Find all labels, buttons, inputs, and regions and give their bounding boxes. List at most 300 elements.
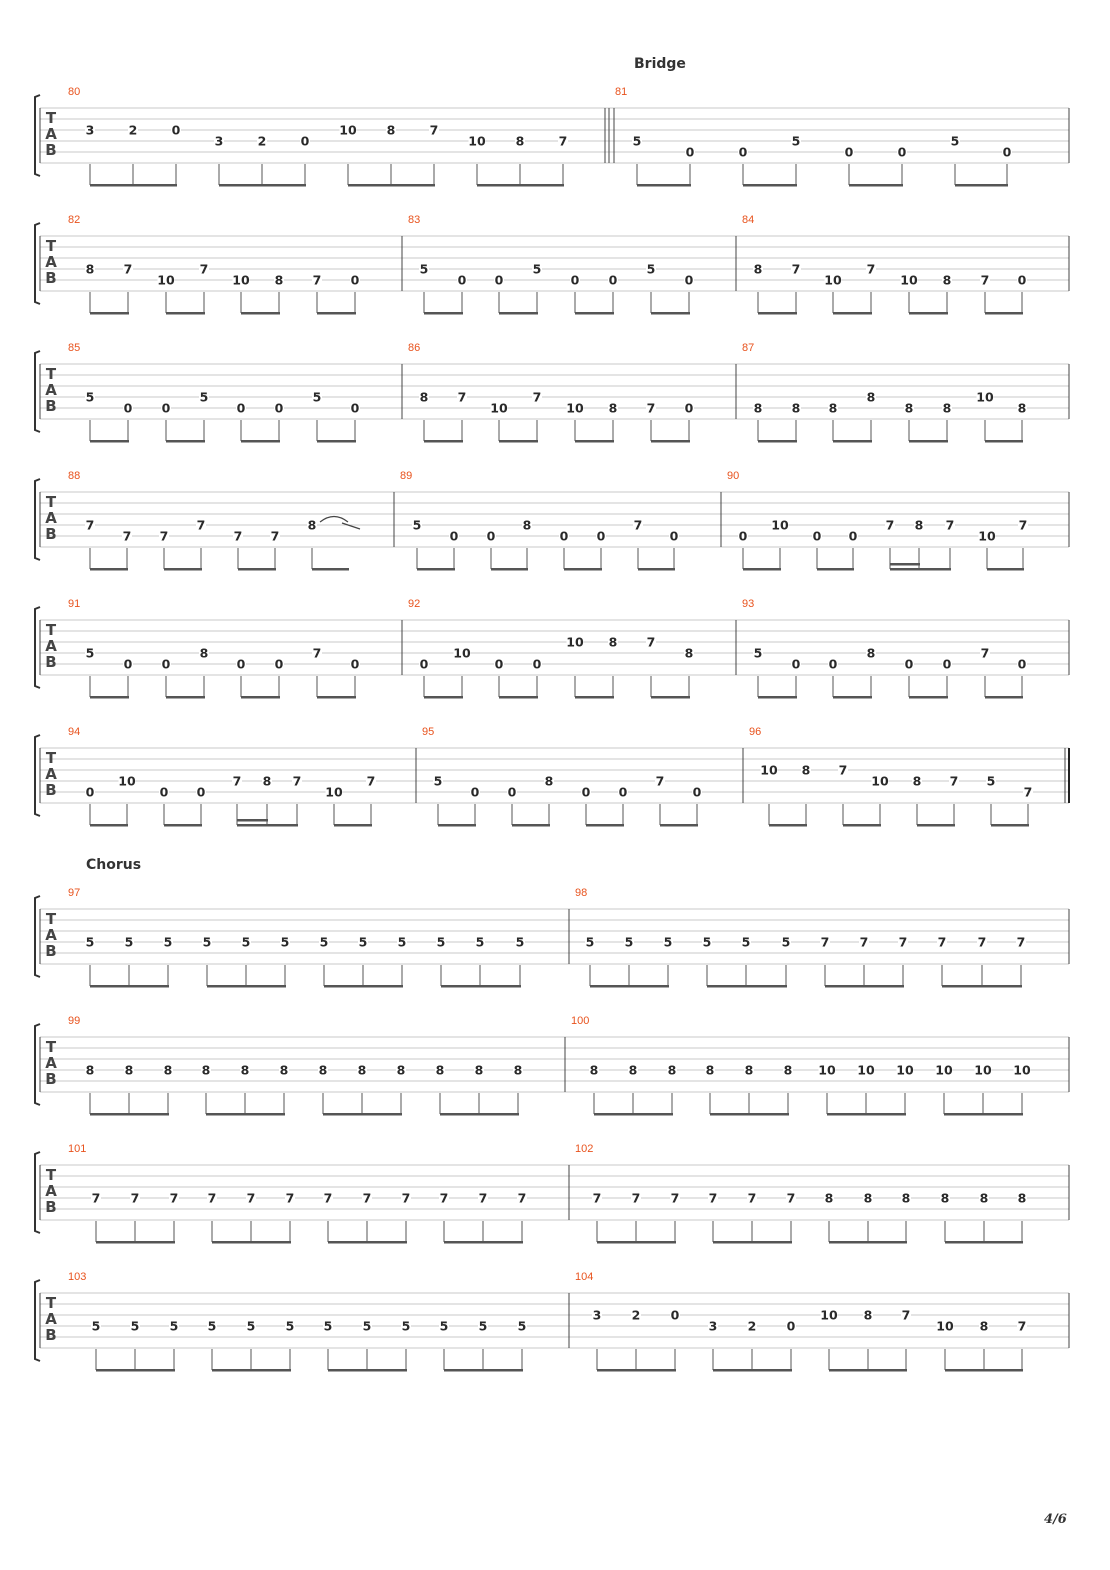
fret-number: 0: [848, 528, 858, 544]
fret-number: 7: [945, 517, 955, 533]
fret-number: 7: [362, 1190, 372, 1206]
fret-number: 0: [350, 400, 360, 416]
note-beam: [743, 184, 797, 187]
note-beam: [90, 568, 128, 571]
fret-number: 8: [163, 1062, 173, 1078]
tab-clef-t: T: [45, 910, 57, 928]
tab-system: [35, 598, 1069, 699]
fret-number: 5: [663, 934, 673, 950]
note-beam: [713, 1241, 792, 1244]
note-beam: [909, 312, 948, 315]
note-beam: [512, 824, 550, 827]
note-beam: [942, 985, 1022, 988]
fret-number: 0: [123, 656, 133, 672]
fret-number: 5: [199, 389, 209, 405]
measure-number: 80: [68, 86, 81, 98]
note-beam: [909, 440, 948, 443]
fret-number: 0: [685, 144, 695, 160]
measure-number: 87: [742, 342, 755, 354]
fret-number: 8: [1017, 400, 1027, 416]
measure-number: 88: [68, 470, 81, 482]
fret-number: 0: [1017, 272, 1027, 288]
note-beam: [945, 1241, 1023, 1244]
fret-number: 8: [863, 1307, 873, 1323]
fret-number: 8: [828, 400, 838, 416]
note-beam: [90, 696, 129, 699]
note-beam: [758, 312, 797, 315]
note-beam: [987, 568, 1024, 571]
fret-number: 7: [592, 1190, 602, 1206]
note-beam: [328, 1369, 407, 1372]
measure-number: 92: [408, 598, 421, 610]
fret-number: 8: [912, 773, 922, 789]
fret-number: 0: [897, 144, 907, 160]
fret-number: 0: [532, 656, 542, 672]
fret-number: 8: [274, 272, 284, 288]
fret-number: 8: [85, 261, 95, 277]
fret-number: 10: [857, 1062, 875, 1078]
fret-number: 5: [781, 934, 791, 950]
fret-number: 10: [468, 133, 486, 149]
fret-number: 7: [949, 773, 959, 789]
fret-number: 10: [974, 1062, 992, 1078]
system-bracket: [35, 479, 40, 560]
fret-number: 5: [433, 773, 443, 789]
note-beam: [985, 696, 1023, 699]
fret-number: 8: [419, 389, 429, 405]
fret-number: 7: [670, 1190, 680, 1206]
note-beam: [90, 184, 177, 187]
note-beam: [348, 184, 435, 187]
fret-number: 7: [130, 1190, 140, 1206]
note-beam: [586, 824, 624, 827]
fret-number: 10: [325, 784, 343, 800]
fret-number: 10: [118, 773, 136, 789]
fret-number: 0: [812, 528, 822, 544]
note-beam: [323, 1113, 402, 1116]
fret-number: 3: [85, 122, 95, 138]
fret-number: 0: [85, 784, 95, 800]
note-beam: [241, 440, 280, 443]
fret-number: 2: [128, 122, 138, 138]
fret-number: 8: [262, 773, 272, 789]
fret-number: 5: [323, 1318, 333, 1334]
fret-number: 7: [1016, 934, 1026, 950]
fret-number: 8: [904, 400, 914, 416]
fret-number: 10: [976, 389, 994, 405]
note-beam: [417, 568, 455, 571]
note-beam: [769, 824, 807, 827]
fret-number: 0: [608, 272, 618, 288]
fret-number: 0: [161, 656, 171, 672]
tab-clef-t: T: [45, 237, 57, 255]
fret-number: 10: [339, 122, 357, 138]
fret-number: 5: [632, 133, 642, 149]
fret-number: 7: [633, 517, 643, 533]
fret-number: 3: [708, 1318, 718, 1334]
fret-number: 0: [171, 122, 181, 138]
fret-number: 7: [159, 528, 169, 544]
fret-number: 7: [838, 762, 848, 778]
fret-number: 0: [684, 272, 694, 288]
tab-clef-t: T: [45, 1038, 57, 1056]
fret-number: 8: [940, 1190, 950, 1206]
note-beam: [575, 440, 614, 443]
fret-number: 0: [419, 656, 429, 672]
fret-number: 8: [824, 1190, 834, 1206]
note-beam: [944, 1113, 1023, 1116]
fret-number: 5: [741, 934, 751, 950]
fret-number: 7: [977, 934, 987, 950]
tab-clef-b: B: [45, 1326, 57, 1344]
system-bracket: [35, 896, 40, 977]
slide-line: [342, 523, 360, 529]
measure-number: 84: [742, 214, 755, 226]
fret-number: 5: [419, 261, 429, 277]
note-beam: [499, 696, 538, 699]
fret-number: 5: [517, 1318, 527, 1334]
fret-number: 7: [1023, 784, 1033, 800]
fret-number: 7: [123, 261, 133, 277]
fret-number: 8: [863, 1190, 873, 1206]
fret-number: 7: [558, 133, 568, 149]
fret-number: 0: [507, 784, 517, 800]
fret-number: 5: [319, 934, 329, 950]
fret-number: 0: [449, 528, 459, 544]
fret-number: 8: [85, 1062, 95, 1078]
note-beam: [212, 1369, 291, 1372]
fret-number: 0: [904, 656, 914, 672]
note-beam: [237, 824, 298, 827]
page-number: 4/6: [1044, 1512, 1067, 1527]
measure-number: 82: [68, 214, 81, 226]
fret-number: 10: [871, 773, 889, 789]
note-beam: [651, 696, 690, 699]
measure-number: 95: [422, 726, 435, 738]
note-beam: [441, 985, 521, 988]
fret-number: 8: [628, 1062, 638, 1078]
fret-number: 7: [1017, 1318, 1027, 1334]
tab-clef-b: B: [45, 1198, 57, 1216]
fret-number: 0: [596, 528, 606, 544]
tab-clef-a: A: [45, 381, 57, 399]
fret-number: 8: [914, 517, 924, 533]
measure-number: 90: [727, 470, 740, 482]
note-beam: [651, 312, 690, 315]
fret-number: 8: [307, 517, 317, 533]
fret-number: 7: [820, 934, 830, 950]
fret-number: 5: [478, 1318, 488, 1334]
note-beam: [241, 696, 280, 699]
fret-number: 10: [566, 400, 584, 416]
note-beam: [499, 312, 538, 315]
note-beam: [166, 440, 205, 443]
fret-number: 10: [818, 1062, 836, 1078]
tab-clef-b: B: [45, 1070, 57, 1088]
fret-number: 8: [279, 1062, 289, 1078]
fret-number: 5: [436, 934, 446, 950]
note-beam: [758, 440, 797, 443]
tab-system: [35, 214, 1069, 315]
fret-number: 0: [350, 272, 360, 288]
measure-number: 86: [408, 342, 421, 354]
note-beam: [477, 184, 564, 187]
measure-number: 83: [408, 214, 421, 226]
tab-system: [35, 726, 1069, 827]
note-beam: [945, 1369, 1023, 1372]
fret-number: 7: [859, 934, 869, 950]
note-beam: [96, 1241, 175, 1244]
fret-number: 7: [980, 645, 990, 661]
fret-number: 5: [85, 645, 95, 661]
fret-number: 8: [124, 1062, 134, 1078]
system-bracket: [35, 607, 40, 688]
tab-system: [35, 86, 1069, 187]
fret-number: 7: [246, 1190, 256, 1206]
fret-number: 0: [274, 400, 284, 416]
fret-number: 0: [669, 528, 679, 544]
note-beam: [825, 985, 904, 988]
tab-clef-b: B: [45, 525, 57, 543]
note-beam: [829, 1369, 907, 1372]
fret-number: 0: [494, 656, 504, 672]
note-beam: [575, 696, 614, 699]
tab-clef-t: T: [45, 109, 57, 127]
fret-number: 0: [1002, 144, 1012, 160]
fret-number: 8: [783, 1062, 793, 1078]
fret-number: 7: [232, 773, 242, 789]
fret-number: 0: [274, 656, 284, 672]
note-beam: [317, 696, 356, 699]
fret-number: 10: [936, 1318, 954, 1334]
fret-number: 8: [522, 517, 532, 533]
tab-clef-a: A: [45, 637, 57, 655]
fret-number: 7: [401, 1190, 411, 1206]
fret-number: 5: [702, 934, 712, 950]
fret-number: 10: [760, 762, 778, 778]
note-beam: [890, 568, 951, 571]
note-beam: [207, 985, 286, 988]
note-beam: [713, 1369, 792, 1372]
fret-number: 0: [942, 656, 952, 672]
fret-number: 0: [570, 272, 580, 288]
note-beam: [660, 824, 698, 827]
system-bracket: [35, 735, 40, 816]
tab-clef-a: A: [45, 926, 57, 944]
fret-number: 0: [844, 144, 854, 160]
fret-number: 2: [257, 133, 267, 149]
fret-number: 5: [753, 645, 763, 661]
note-beam: [90, 440, 129, 443]
fret-number: 0: [300, 133, 310, 149]
fret-number: 8: [515, 133, 525, 149]
note-beam: [96, 1369, 175, 1372]
measure-number: 81: [615, 86, 628, 98]
fret-number: 0: [159, 784, 169, 800]
fret-number: 7: [323, 1190, 333, 1206]
fret-number: 8: [544, 773, 554, 789]
fret-number: 10: [820, 1307, 838, 1323]
fret-number: 5: [280, 934, 290, 950]
tab-clef-a: A: [45, 253, 57, 271]
tab-clef-t: T: [45, 493, 57, 511]
fret-number: 7: [937, 934, 947, 950]
note-beam: [917, 824, 955, 827]
note-beam: [444, 1369, 523, 1372]
fret-number: 10: [566, 634, 584, 650]
note-beam: [424, 440, 463, 443]
note-beam: [317, 312, 356, 315]
note-beam: [827, 1113, 906, 1116]
fret-number: 7: [292, 773, 302, 789]
note-beam: [817, 568, 854, 571]
note-beam: [955, 184, 1008, 187]
note-beam: [564, 568, 602, 571]
fret-number: 8: [513, 1062, 523, 1078]
note-beam: [829, 1241, 907, 1244]
tab-clef-b: B: [45, 141, 57, 159]
fret-number: 0: [618, 784, 628, 800]
fret-number: 5: [130, 1318, 140, 1334]
tab-system: [35, 1271, 1069, 1372]
system-bracket: [35, 1152, 40, 1233]
note-beam: [833, 312, 872, 315]
note-beam: [241, 312, 280, 315]
note-beam: [590, 985, 669, 988]
fret-number: 7: [1018, 517, 1028, 533]
fret-number: 8: [1017, 1190, 1027, 1206]
system-bracket: [35, 95, 40, 176]
note-beam: [334, 824, 372, 827]
fret-number: 0: [123, 400, 133, 416]
fret-number: 5: [532, 261, 542, 277]
measure-number: 101: [68, 1143, 87, 1155]
fret-number: 10: [824, 272, 842, 288]
note-beam: [638, 568, 675, 571]
fret-number: 10: [900, 272, 918, 288]
fret-number: 5: [85, 389, 95, 405]
fret-number: 5: [401, 1318, 411, 1334]
fret-number: 7: [747, 1190, 757, 1206]
fret-number: 3: [214, 133, 224, 149]
note-beam: [597, 1369, 676, 1372]
fret-number: 0: [494, 272, 504, 288]
note-beam: [90, 824, 128, 827]
fret-number: 7: [646, 634, 656, 650]
fret-number: 7: [312, 272, 322, 288]
fret-number: 0: [786, 1318, 796, 1334]
fret-number: 8: [240, 1062, 250, 1078]
measure-number: 102: [575, 1143, 594, 1155]
fret-number: 7: [898, 934, 908, 950]
fret-number: 5: [397, 934, 407, 950]
fret-number: 8: [705, 1062, 715, 1078]
note-beam: [575, 312, 614, 315]
note-beam: [909, 696, 948, 699]
fret-number: 7: [901, 1307, 911, 1323]
fret-number: 5: [124, 934, 134, 950]
fret-number: 0: [738, 528, 748, 544]
fret-number: 8: [318, 1062, 328, 1078]
fret-number: 0: [470, 784, 480, 800]
fret-number: 0: [684, 400, 694, 416]
note-beam: [438, 824, 476, 827]
fret-number: 8: [801, 762, 811, 778]
note-beam: [166, 312, 205, 315]
fret-number: 8: [942, 400, 952, 416]
fret-number: 5: [475, 934, 485, 950]
tab-system: [35, 1143, 1069, 1244]
section-label-bridge: Bridge: [634, 56, 686, 72]
measure-number: 91: [68, 598, 81, 610]
fret-number: 10: [232, 272, 250, 288]
fret-number: 5: [202, 934, 212, 950]
fret-number: 0: [236, 400, 246, 416]
tab-clef-t: T: [45, 1294, 57, 1312]
fret-number: 7: [199, 261, 209, 277]
fret-number: 7: [366, 773, 376, 789]
fret-number: 7: [457, 389, 467, 405]
fret-number: 5: [241, 934, 251, 950]
tab-clef-b: B: [45, 397, 57, 415]
fret-number: 8: [866, 645, 876, 661]
fret-number: 7: [655, 773, 665, 789]
fret-number: 7: [866, 261, 876, 277]
note-beam: [758, 696, 797, 699]
measure-number: 103: [68, 1271, 87, 1283]
fret-number: 7: [631, 1190, 641, 1206]
fret-number: 7: [980, 272, 990, 288]
fret-number: 0: [1017, 656, 1027, 672]
measure-number: 98: [575, 887, 588, 899]
tab-system: [35, 887, 1069, 988]
fret-number: 7: [233, 528, 243, 544]
fret-number: 7: [478, 1190, 488, 1206]
tab-clef-a: A: [45, 125, 57, 143]
fret-number: 8: [589, 1062, 599, 1078]
measure-number: 85: [68, 342, 81, 354]
fret-number: 5: [312, 389, 322, 405]
fret-number: 10: [1013, 1062, 1031, 1078]
fret-number: 5: [91, 1318, 101, 1334]
note-beam: [90, 1113, 169, 1116]
note-beam: [499, 440, 538, 443]
fret-number: 8: [753, 261, 763, 277]
note-beam: [707, 985, 787, 988]
note-beam: [444, 1241, 523, 1244]
fret-number: 5: [986, 773, 996, 789]
fret-number: 8: [201, 1062, 211, 1078]
system-bracket: [35, 1280, 40, 1361]
tab-system: [35, 1015, 1069, 1116]
fret-number: 0: [457, 272, 467, 288]
fret-number: 7: [429, 122, 439, 138]
fret-number: 7: [439, 1190, 449, 1206]
measure-number: 93: [742, 598, 755, 610]
fret-number: 0: [559, 528, 569, 544]
note-beam: [164, 568, 202, 571]
fret-number: 8: [435, 1062, 445, 1078]
fret-number: 5: [412, 517, 422, 533]
fret-number: 8: [386, 122, 396, 138]
fret-number: 8: [942, 272, 952, 288]
fret-number: 7: [91, 1190, 101, 1206]
tab-system: [35, 342, 1069, 443]
note-beam: [440, 1113, 519, 1116]
tab-clef-a: A: [45, 1054, 57, 1072]
fret-number: 5: [624, 934, 634, 950]
fret-number: 8: [199, 645, 209, 661]
